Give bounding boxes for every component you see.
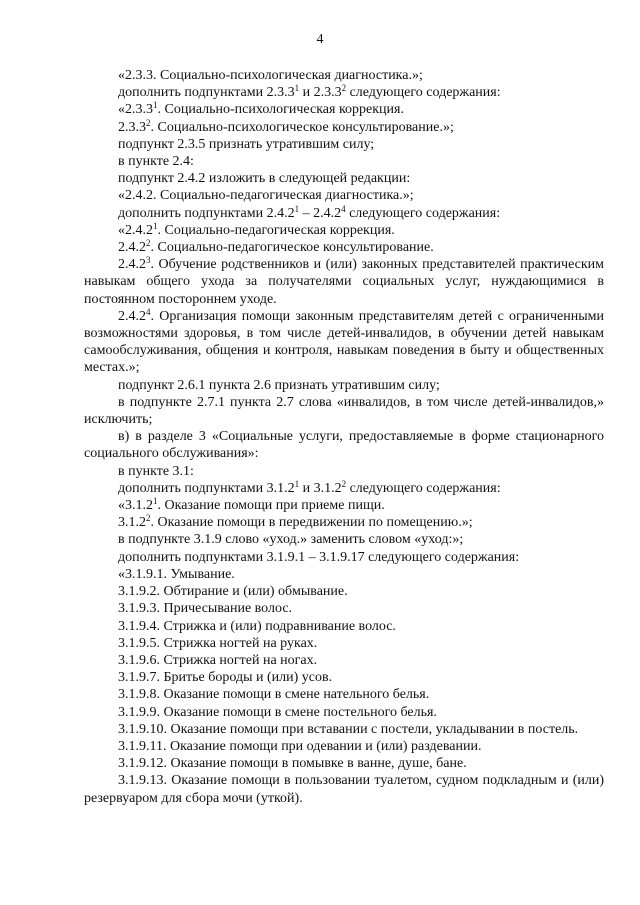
superscript: 1 [153,220,158,231]
text: 3.1.9.3. Причесывание волос. [118,601,293,617]
text: 2.3.3 [118,119,146,135]
paragraph [84,67,604,84]
paragraph [84,497,604,514]
text: . Социально-психологическая коррекция. [157,102,404,118]
list-item [84,669,604,686]
text: . Обучение родственников и (или) законных представителей практическим навыкам общего ухода за получателями социальных услуг, нуждающимися в постоянном постороннем уходе. [84,257,604,307]
text: «3.1.9.1. Умывание. [118,566,235,582]
text: 2.4.2 [118,308,146,324]
superscript: 2 [341,83,347,94]
list-item [84,652,604,669]
text: 3.1.9.7. Бритье бороды и (или) усов. [118,670,333,686]
list-item [84,738,604,755]
text: в пункте 3.1: [118,463,194,479]
paragraph [84,480,604,497]
superscript: 3 [146,255,151,266]
text: «3.1.2 [118,498,153,514]
paragraph [84,187,604,204]
text: 3.1.9.5. Стрижка ногтей на руках. [118,635,318,651]
text: подпункт 2.6.1 пункта 2.6 признать утратившим силу; [118,377,440,393]
text: в) в разделе 3 «Социальные услуги, предоставляемые в форме стационарного социального обслуживания»: [84,429,604,462]
paragraph [84,136,604,153]
text: «2.4.2. Социально-педагогическая диагностика.»; [118,188,414,204]
text: в пункте 2.4: [118,154,194,170]
text: 2.4.2 [118,257,146,273]
paragraph [84,514,604,531]
text: . Социально-психологическое консультирование.»; [150,119,454,135]
text: подпункт 2.4.2 изложить в следующей редакции: [118,171,411,187]
list-item [84,600,604,617]
paragraph [84,377,604,394]
paragraph [84,463,604,480]
text: следующего содержания: [346,85,501,101]
paragraph [84,205,604,222]
text: «2.3.3. Социально-психологическая диагностика.»; [118,68,423,83]
superscript: 4 [341,203,346,214]
list-item [84,772,604,806]
text: и 2.3.3 [299,85,342,101]
document-body [84,67,604,807]
text: 3.1.9.13. Оказание помощи в пользовании туалетом, судном подкладным и (или) резервуаром для сбора мочи (уткой). [84,773,604,806]
text: 3.1.9.2. Обтирание и (или) обмывание. [118,584,348,600]
paragraph [84,239,604,256]
text: дополнить подпунктами 2.4.2 [118,205,295,221]
text: дополнить подпунктами 3.1.9.1 – 3.1.9.17 следующего содержания: [118,549,520,565]
paragraph [84,308,604,377]
text: «2.3.3 [118,102,153,118]
superscript: 1 [294,203,300,214]
superscript: 1 [153,100,158,111]
text: 3.1.9.8. Оказание помощи в смене нательного белья. [118,687,430,703]
superscript: 4 [146,306,151,317]
paragraph [84,394,604,428]
text: 3.1.9.10. Оказание помощи при вставании с постели, укладывании в постель. [118,721,579,737]
text: следующего содержания: [346,480,501,496]
superscript: 2 [341,478,347,489]
paragraph [84,119,604,136]
text: . Оказание помощи при приеме пищи. [157,498,385,514]
paragraph [84,153,604,170]
superscript: 2 [146,238,151,249]
paragraph [84,222,604,239]
list-item [84,583,604,600]
text: 3.1.9.11. Оказание помощи при одевании и (или) раздевании. [118,738,482,754]
superscript: 1 [153,496,158,507]
text: 3.1.9.9. Оказание помощи в смене постельного белья. [118,704,437,720]
list-item [84,721,604,738]
list-item [84,566,604,583]
text: . Социально-педагогическое консультирование. [150,240,434,256]
text: 2.4.2 [118,240,146,256]
paragraph [84,428,604,462]
list-item [84,755,604,772]
paragraph [84,170,604,187]
paragraph [84,531,604,548]
superscript: 1 [294,83,300,94]
list-item [84,618,604,635]
list-item [84,635,604,652]
text: дополнить подпунктами 3.1.2 [118,480,295,496]
text: 3.1.9.6. Стрижка ногтей на ногах. [118,652,318,668]
list-item [84,686,604,703]
text: дополнить подпунктами 2.3.3 [118,85,295,101]
text: и 3.1.2 [299,480,342,496]
text: в подпункте 2.7.1 пункта 2.7 слова «инвалидов, в том числе детей-инвалидов,» исключить; [84,394,604,428]
text: – 2.4.2 [299,205,342,221]
text: в подпункте 3.1.9 слово «уход.» заменить словом «уход:»; [118,532,464,548]
paragraph [84,101,604,118]
page-number: 4 [316,32,324,47]
text: . Организация помощи законным представителям детей с ограниченными возможностями здоровья, в том числе детей-инвалидов, в обучении детей навыкам самообслуживания, общения и контроля, навыкам поведения в быту и общественных местах.»; [84,308,604,376]
text: «2.4.2 [118,222,153,238]
superscript: 1 [294,478,300,489]
superscript: 2 [146,513,151,524]
text: . Оказание помощи в передвижении по помещению.»; [150,515,473,531]
text: . Социально-педагогическая коррекция. [157,222,395,238]
text: 3.1.2 [118,515,146,531]
paragraph [84,84,604,101]
text: 3.1.9.12. Оказание помощи в помывке в ванне, душе, бане. [118,756,467,772]
superscript: 2 [146,117,151,128]
text: 3.1.9.4. Стрижка и (или) подравнивание волос. [118,618,396,634]
list-item [84,704,604,721]
paragraph [84,256,604,308]
text: следующего содержания: [345,205,501,221]
paragraph [84,549,604,566]
text: подпункт 2.3.5 признать утратившим силу; [118,136,375,152]
